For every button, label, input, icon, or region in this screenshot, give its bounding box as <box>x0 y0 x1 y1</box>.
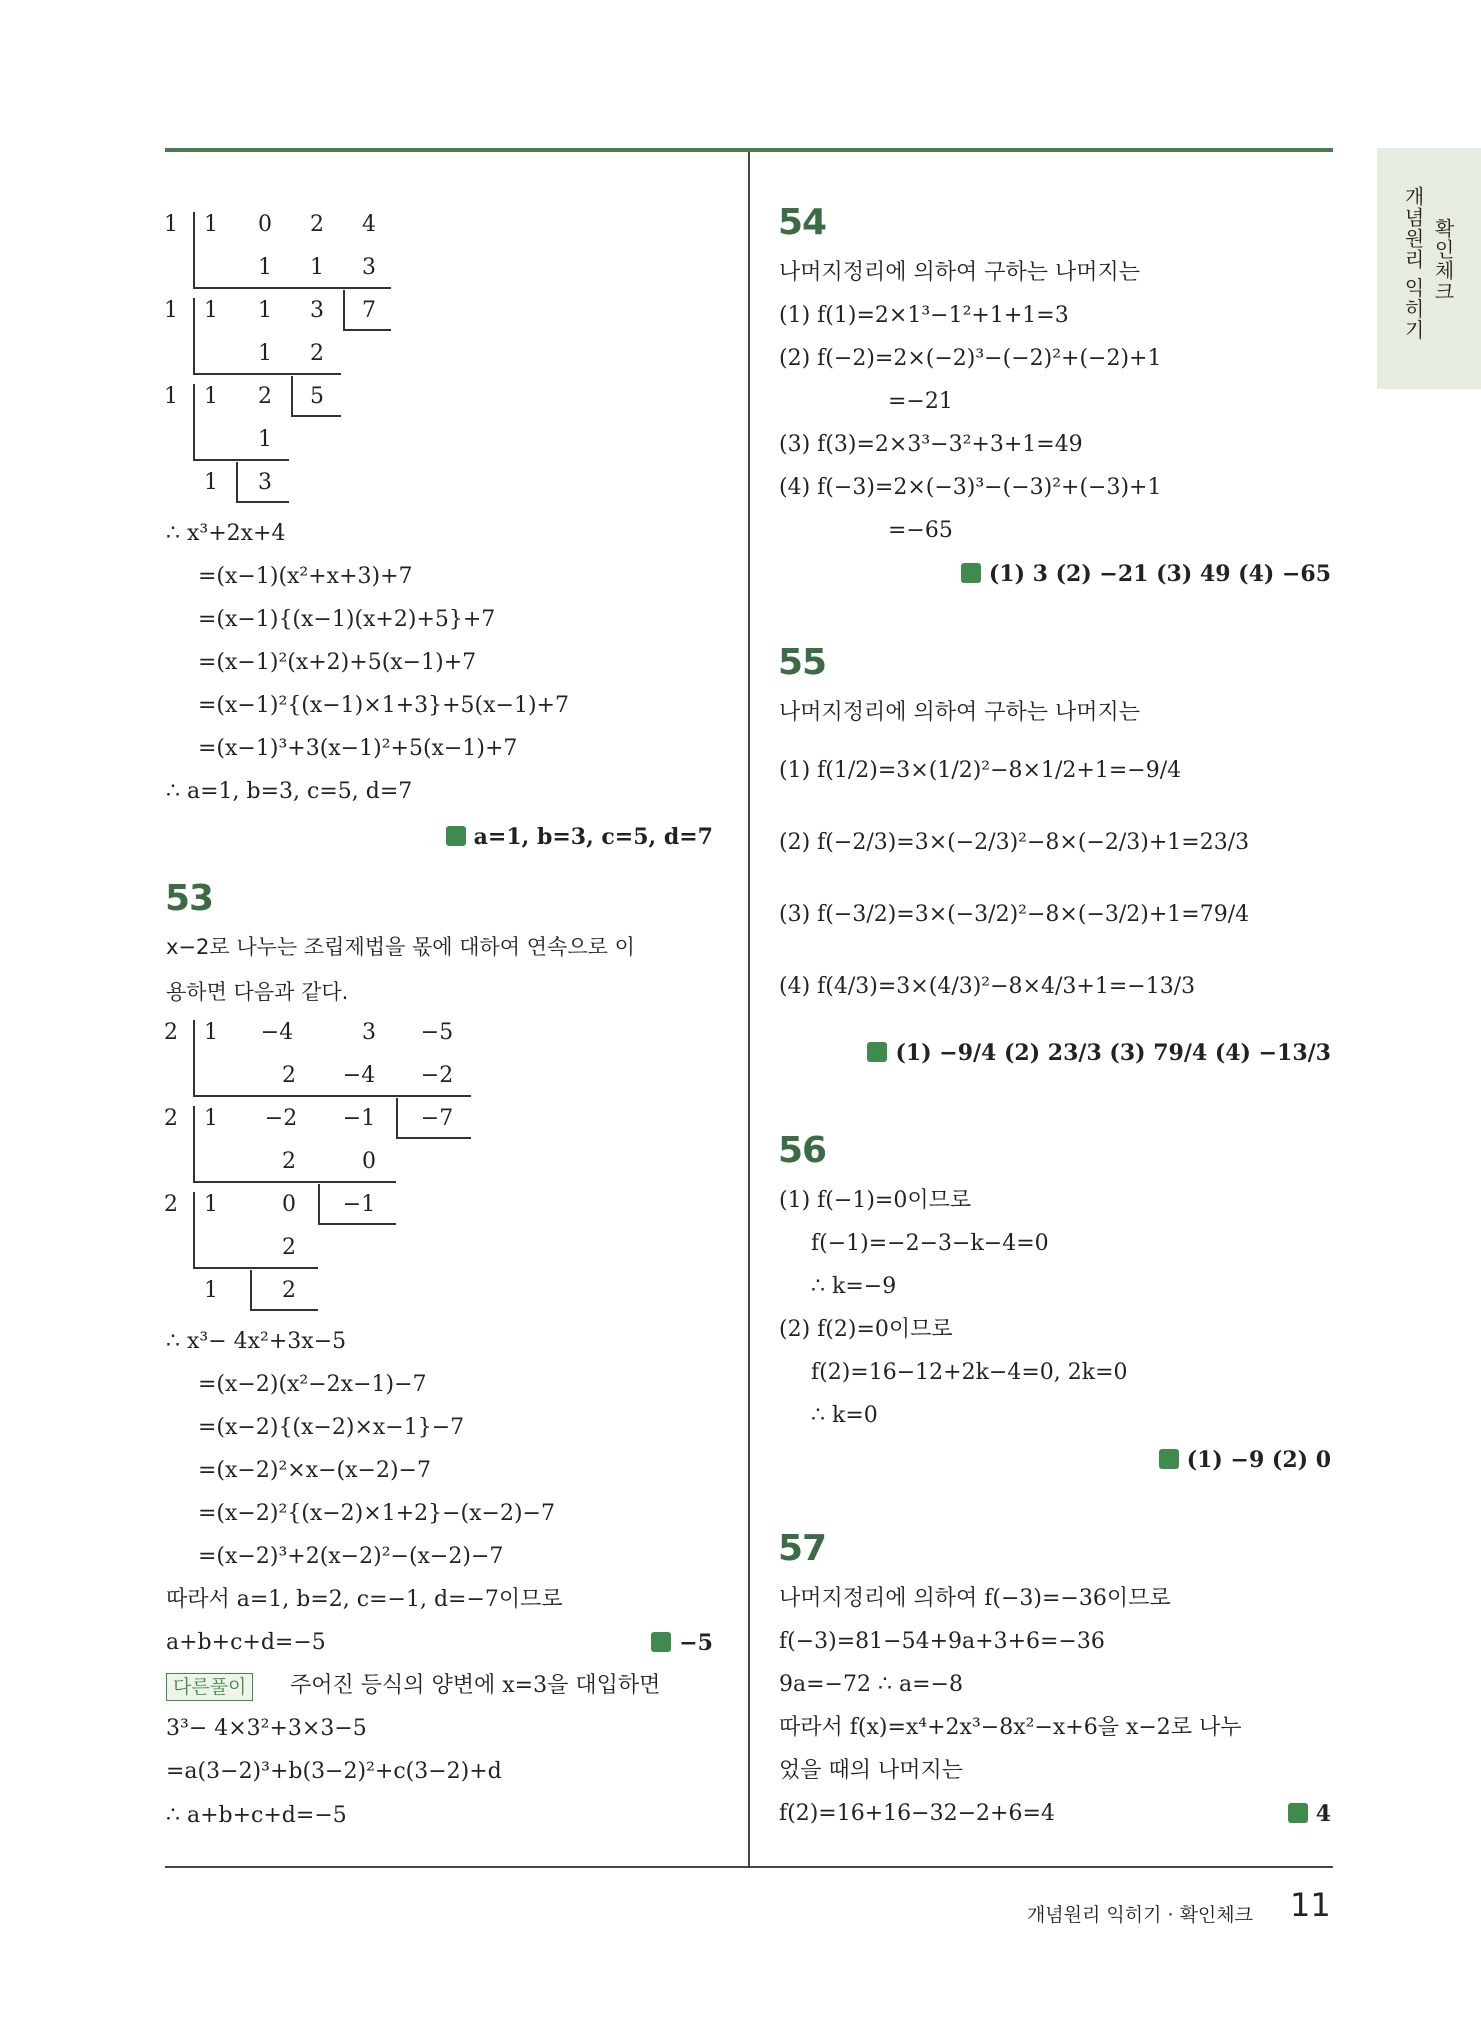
div-cell: 2 <box>164 1020 178 1045</box>
work-line: =a(3−2)³+b(3−2)²+c(3−2)+d <box>166 1759 502 1784</box>
div-cell: 0 <box>258 212 272 237</box>
div-cell: −1 <box>342 1192 376 1217</box>
answer-54: (1) 3 (2) −21 (3) 49 (4) −65 <box>961 559 1331 589</box>
work-line: (3) f(3)=2×3³−3²+3+1=49 <box>779 432 1083 457</box>
div-bar <box>193 298 195 374</box>
work-line: f(−1)=−2−3−k−4=0 <box>811 1231 1049 1256</box>
work-line: ∴ k=−9 <box>811 1274 897 1299</box>
div-rem-bar <box>291 376 293 416</box>
work-line: (1) f(1)=2×1³−1²+1+1=3 <box>779 303 1069 328</box>
div-cell: 2 <box>282 1149 296 1174</box>
div-cell: 1 <box>258 255 272 280</box>
div-cell: 2 <box>258 384 272 409</box>
work-line: =−21 <box>888 389 953 414</box>
div-bar <box>193 1020 195 1096</box>
footer-section-title: 개념원리 익히기 · 확인체크 <box>1026 1904 1253 1926</box>
problem-number-54: 54 <box>778 202 827 243</box>
div-rem-rule <box>396 1137 471 1139</box>
div-cell: 2 <box>282 1235 296 1260</box>
div-cell: 1 <box>204 1020 218 1045</box>
div-cell: 2 <box>282 1063 296 1088</box>
div-rule <box>193 1095 471 1097</box>
div-cell: −1 <box>342 1106 376 1131</box>
intro-line: 용하면 다음과 같다. <box>166 980 349 1004</box>
answer-badge-icon <box>1159 1449 1179 1469</box>
work-line: 었을 때의 나머지는 <box>779 1758 964 1783</box>
div-rem-bar <box>318 1184 320 1224</box>
answer-53: −5 <box>651 1628 713 1658</box>
div-rem-rule <box>343 329 391 331</box>
work-line: (3) f(−3/2)=3×(−3/2)²−8×(−3/2)+1=79/4 <box>779 902 1250 927</box>
div-rem-bar <box>396 1098 398 1138</box>
work-line: =(x−1){(x−1)(x+2)+5}+7 <box>198 607 496 632</box>
div-cell: 1 <box>204 298 218 323</box>
div-rule <box>193 287 391 289</box>
side-tab <box>1377 148 1481 389</box>
answer-56: (1) −9 (2) 0 <box>1159 1445 1331 1475</box>
div-cell: 1 <box>204 470 218 495</box>
div-cell: 1 <box>258 341 272 366</box>
div-cell: 1 <box>258 427 272 452</box>
answer-badge-icon <box>651 1632 671 1652</box>
div-rem-rule <box>291 415 341 417</box>
div-cell: 1 <box>204 1106 218 1131</box>
work-line: ∴ a=1, b=3, c=5, d=7 <box>166 779 413 804</box>
work-line: (2) f(−2/3)=3×(−2/3)²−8×(−2/3)+1=23/3 <box>779 830 1250 855</box>
div-bar <box>193 212 195 288</box>
div-cell: −2 <box>420 1063 454 1088</box>
work-line: (4) f(−3)=2×(−3)³−(−3)²+(−3)+1 <box>779 475 1162 500</box>
div-bar <box>193 1106 195 1182</box>
div-cell: 1 <box>204 384 218 409</box>
work-line: =(x−1)²(x+2)+5(x−1)+7 <box>198 650 477 675</box>
page-number: 11 <box>1290 1886 1331 1924</box>
answer-57: 4 <box>1288 1799 1331 1829</box>
div-bar <box>193 1192 195 1268</box>
div-cell: 3 <box>258 470 272 495</box>
work-line: 주어진 등식의 양변에 x=3을 대입하면 <box>290 1673 661 1698</box>
work-line: ∴ a+b+c+d=−5 <box>166 1803 347 1828</box>
div-cell: 0 <box>282 1192 296 1217</box>
div-cell: 2 <box>164 1192 178 1217</box>
work-line: ∴ x³+2x+4 <box>166 521 286 546</box>
work-line: =(x−2)²{(x−2)×1+2}−(x−2)−7 <box>198 1501 555 1526</box>
answer-52: a=1, b=3, c=5, d=7 <box>446 822 713 852</box>
work-line: =(x−1)³+3(x−1)²+5(x−1)+7 <box>198 736 518 761</box>
div-cell: 7 <box>362 298 376 323</box>
div-cell: 3 <box>362 255 376 280</box>
work-line: 나머지정리에 의하여 f(−3)=−36이므로 <box>779 1586 1171 1611</box>
div-cell: 2 <box>282 1278 296 1303</box>
div-cell: 1 <box>204 1192 218 1217</box>
div-cell: −2 <box>264 1106 298 1131</box>
work-line: =(x−2)(x²−2x−1)−7 <box>198 1372 427 1397</box>
problem-number-57: 57 <box>778 1528 827 1569</box>
div-cell: 1 <box>258 298 272 323</box>
work-line: =−65 <box>888 518 953 543</box>
div-rem-bar <box>250 1270 252 1310</box>
div-cell: 4 <box>362 212 376 237</box>
column-divider <box>748 152 750 1868</box>
div-cell: 1 <box>164 298 178 323</box>
div-cell: 3 <box>362 1020 376 1045</box>
div-rem-bar <box>343 290 345 330</box>
div-cell: 1 <box>204 1278 218 1303</box>
problem-number-53: 53 <box>165 878 214 919</box>
work-line: (1) f(−1)=0이므로 <box>779 1188 972 1213</box>
work-line: 나머지정리에 의하여 구하는 나머지는 <box>779 260 1141 285</box>
div-rem-rule <box>250 1309 318 1311</box>
side-tab-title: 확인체크 <box>1431 218 1455 302</box>
answer-badge-icon <box>446 826 466 846</box>
bottom-rule <box>165 1866 1333 1868</box>
work-line: (1) f(1/2)=3×(1/2)²−8×1/2+1=−9/4 <box>779 758 1182 783</box>
side-tab-subtitle: 개념원리 익히기 <box>1401 186 1425 341</box>
work-line: =(x−2)²×x−(x−2)−7 <box>198 1458 431 1483</box>
div-cell: 1 <box>310 255 324 280</box>
intro-line: x−2로 나누는 조립제법을 몫에 대하여 연속으로 이 <box>166 935 635 959</box>
work-line: 3³− 4×3²+3×3−5 <box>166 1716 367 1741</box>
work-line: 9a=−72 ∴ a=−8 <box>779 1672 963 1697</box>
work-line: 따라서 a=1, b=2, c=−1, d=−7이므로 <box>166 1587 563 1612</box>
div-rem-bar <box>236 462 238 502</box>
div-rule <box>193 373 341 375</box>
div-cell: 5 <box>310 384 324 409</box>
answer-badge-icon <box>1288 1803 1308 1823</box>
answer-55: (1) −9/4 (2) 23/3 (3) 79/4 (4) −13/3 <box>867 1038 1331 1068</box>
work-line: f(−3)=81−54+9a+3+6=−36 <box>779 1629 1105 1654</box>
div-cell: 2 <box>164 1106 178 1131</box>
div-rule <box>193 459 289 461</box>
div-cell: 2 <box>310 341 324 366</box>
work-line: =(x−2)³+2(x−2)²−(x−2)−7 <box>198 1544 504 1569</box>
div-bar <box>193 384 195 460</box>
div-rem-rule <box>318 1223 396 1225</box>
work-line: =(x−2){(x−2)×x−1}−7 <box>198 1415 465 1440</box>
work-line: 나머지정리에 의하여 구하는 나머지는 <box>779 700 1141 725</box>
work-line: f(2)=16−12+2k−4=0, 2k=0 <box>811 1360 1128 1385</box>
div-cell: 1 <box>164 212 178 237</box>
problem-number-55: 55 <box>778 642 827 683</box>
div-cell: 3 <box>310 298 324 323</box>
work-line: ∴ k=0 <box>811 1403 878 1428</box>
work-line: (2) f(2)=0이므로 <box>779 1317 953 1342</box>
work-line: ∴ x³− 4x²+3x−5 <box>166 1329 347 1354</box>
div-cell: −4 <box>260 1020 294 1045</box>
answer-badge-icon <box>867 1042 887 1062</box>
work-line: f(2)=16+16−32−2+6=4 <box>779 1801 1055 1826</box>
work-line: =(x−1)(x²+x+3)+7 <box>198 564 413 589</box>
div-cell: 2 <box>310 212 324 237</box>
work-line: (2) f(−2)=2×(−2)³−(−2)²+(−2)+1 <box>779 346 1162 371</box>
work-line: a+b+c+d=−5 <box>166 1630 326 1655</box>
alt-solution-tag: 다른풀이 <box>166 1673 253 1701</box>
div-cell: 1 <box>164 384 178 409</box>
problem-number-56: 56 <box>778 1130 827 1171</box>
div-cell: −4 <box>342 1063 376 1088</box>
div-cell: −5 <box>420 1020 454 1045</box>
work-line: 따라서 f(x)=x⁴+2x³−8x²−x+6을 x−2로 나누 <box>779 1715 1242 1740</box>
div-rem-rule <box>236 501 289 503</box>
div-rule <box>193 1181 396 1183</box>
answer-badge-icon <box>961 563 981 583</box>
div-cell: 1 <box>204 212 218 237</box>
work-line: (4) f(4/3)=3×(4/3)²−8×4/3+1=−13/3 <box>779 974 1196 999</box>
div-cell: −7 <box>420 1106 454 1131</box>
work-line: =(x−1)²{(x−1)×1+3}+5(x−1)+7 <box>198 693 569 718</box>
div-cell: 0 <box>362 1149 376 1174</box>
div-rule <box>193 1267 318 1269</box>
